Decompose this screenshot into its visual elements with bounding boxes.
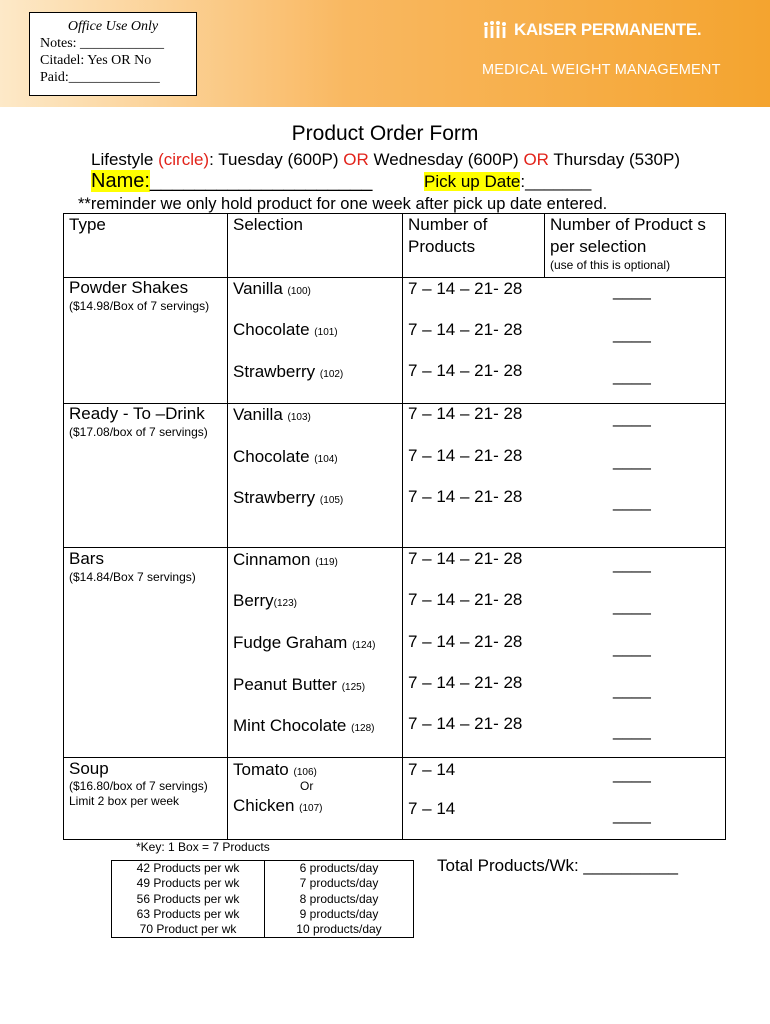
item-qty-options[interactable]: 7 – 14 – 21- 28 [408,590,523,609]
item-count-blank[interactable]: ____ [613,554,651,573]
key-products-day: 6 products/day [265,861,414,877]
header-type: Type [69,215,106,234]
item-count-blank[interactable]: ____ [613,451,651,470]
group-price-soup: ($16.80/box of 7 servings) [69,779,208,793]
office-use-box [29,12,197,96]
group-name-rtd: Ready - To –Drink [69,404,205,423]
item-selection: Tomato (106) [233,760,317,779]
header-per-1: Number of Product s [550,215,706,234]
group-name-soup: Soup [69,759,109,778]
key-label: *Key: 1 Box = 7 Products [136,840,270,854]
item-count-blank[interactable]: ____ [613,492,651,511]
header-optional-note: (use of this is optional) [550,258,671,272]
item-selection: Berry(123) [233,591,297,610]
item-count-blank[interactable]: ____ [613,596,651,615]
item-qty-options[interactable]: 7 – 14 – 21- 28 [408,361,523,380]
office-notes: Notes: ____________ [40,36,165,51]
item-qty-options[interactable]: 7 – 14 – 21- 28 [408,673,523,692]
item-count-blank[interactable]: ____ [613,281,651,300]
pickup-line[interactable]: :_______ [520,172,592,191]
key-row [112,892,414,907]
key-table [111,860,414,938]
item-selection: Strawberry (102) [233,362,344,381]
key-products-day: 10 products/day [265,922,414,938]
key-row [112,876,414,891]
key-products-day: 9 products/day [265,907,414,922]
item-qty-options[interactable]: 7 – 14 [408,760,456,779]
item-count-blank[interactable]: ____ [613,638,651,657]
tuesday-option[interactable]: : Tuesday (600P) [209,150,344,169]
soup-or-text: Or [300,779,314,793]
item-qty-options[interactable]: 7 – 14 – 21- 28 [408,487,523,506]
total-products-field[interactable]: Total Products/Wk: __________ [437,856,678,875]
program-name: MEDICAL WEIGHT MANAGEMENT [482,62,721,78]
brand-name: KAISER PERMANENTE. [514,20,702,39]
key-products-day: 8 products/day [265,892,414,907]
lifestyle-prefix: Lifestyle [91,150,159,169]
pickup-date-field[interactable] [424,172,591,192]
office-use-heading: Office Use Only [67,19,159,34]
pickup-label: Pick up Date [424,172,521,191]
group-price-shakes: ($14.98/Box of 7 servings) [69,299,210,313]
office-paid: Paid:_____________ [40,70,160,85]
item-selection: Vanilla (103) [233,405,311,424]
key-row [112,907,414,922]
item-count-blank[interactable]: ____ [613,721,651,740]
page-title: Product Order Form [291,122,479,145]
key-products-week: 56 Products per wk [112,892,265,907]
item-count-blank[interactable]: ____ [613,366,651,385]
key-products-week: 63 Products per wk [112,907,265,922]
item-qty-options[interactable]: 7 – 14 – 21- 28 [408,632,523,651]
header-selection: Selection [233,215,303,234]
item-qty-options[interactable]: 7 – 14 – 21- 28 [408,549,523,568]
item-qty-options[interactable]: 7 – 14 – 21- 28 [408,446,523,465]
item-selection: Mint Chocolate (128) [233,716,375,735]
group-name-bars: Bars [69,549,104,568]
wednesday-option[interactable]: Wednesday (600P) [368,150,524,169]
header-per-2: per selection [550,237,647,256]
item-count-blank[interactable]: ____ [613,324,651,343]
item-count-blank[interactable]: ____ [613,805,651,824]
group-price-bars: ($14.84/Box 7 servings) [69,570,196,584]
name-label: Name: [91,170,150,192]
group-limit-soup: Limit 2 box per week [69,794,180,808]
item-selection: Cinnamon (119) [233,550,338,569]
key-products-week: 49 Products per wk [112,876,265,891]
item-qty-options[interactable]: 7 – 14 – 21- 28 [408,320,523,339]
group-price-rtd: ($17.08/box of 7 servings) [69,425,208,439]
key-products-day: 7 products/day [265,876,414,891]
item-count-blank[interactable]: ____ [613,408,651,427]
header-number-1: Number of [408,215,488,234]
item-selection: Peanut Butter (125) [233,675,366,694]
name-line[interactable]: ____________________ [149,170,373,192]
key-row [112,922,414,938]
item-selection: Fudge Graham (124) [233,633,376,652]
item-selection: Chicken (107) [233,796,323,815]
item-qty-options[interactable]: 7 – 14 – 21- 28 [408,404,523,423]
circle-note: (circle) [158,150,210,169]
group-name-shakes: Powder Shakes [69,278,189,297]
header-number-2: Products [408,237,476,256]
key-row [112,861,414,877]
or-text: OR [343,150,369,169]
item-count-blank[interactable]: ____ [613,680,651,699]
key-products-week: 70 Product per wk [112,922,265,938]
item-selection: Vanilla (100) [233,279,311,298]
lifestyle-line [91,150,680,170]
name-field[interactable] [91,170,372,193]
item-selection: Chocolate (101) [233,320,338,339]
item-count-blank[interactable]: ____ [613,764,651,783]
kaiser-people-icon [482,20,508,40]
thursday-option[interactable]: Thursday (530P) [548,150,680,169]
key-products-week: 42 Products per wk [112,861,265,877]
item-qty-options[interactable]: 7 – 14 – 21- 28 [408,279,523,298]
item-selection: Chocolate (104) [233,447,338,466]
kaiser-logo [482,20,701,40]
or-text: OR [523,150,549,169]
item-qty-options[interactable]: 7 – 14 – 21- 28 [408,714,523,733]
item-qty-options[interactable]: 7 – 14 [408,799,456,818]
office-citadel: Citadel: Yes OR No [40,53,152,68]
item-selection: Strawberry (105) [233,488,344,507]
reminder-note: **reminder we only hold product for one week after pick up date entered. [78,195,608,213]
